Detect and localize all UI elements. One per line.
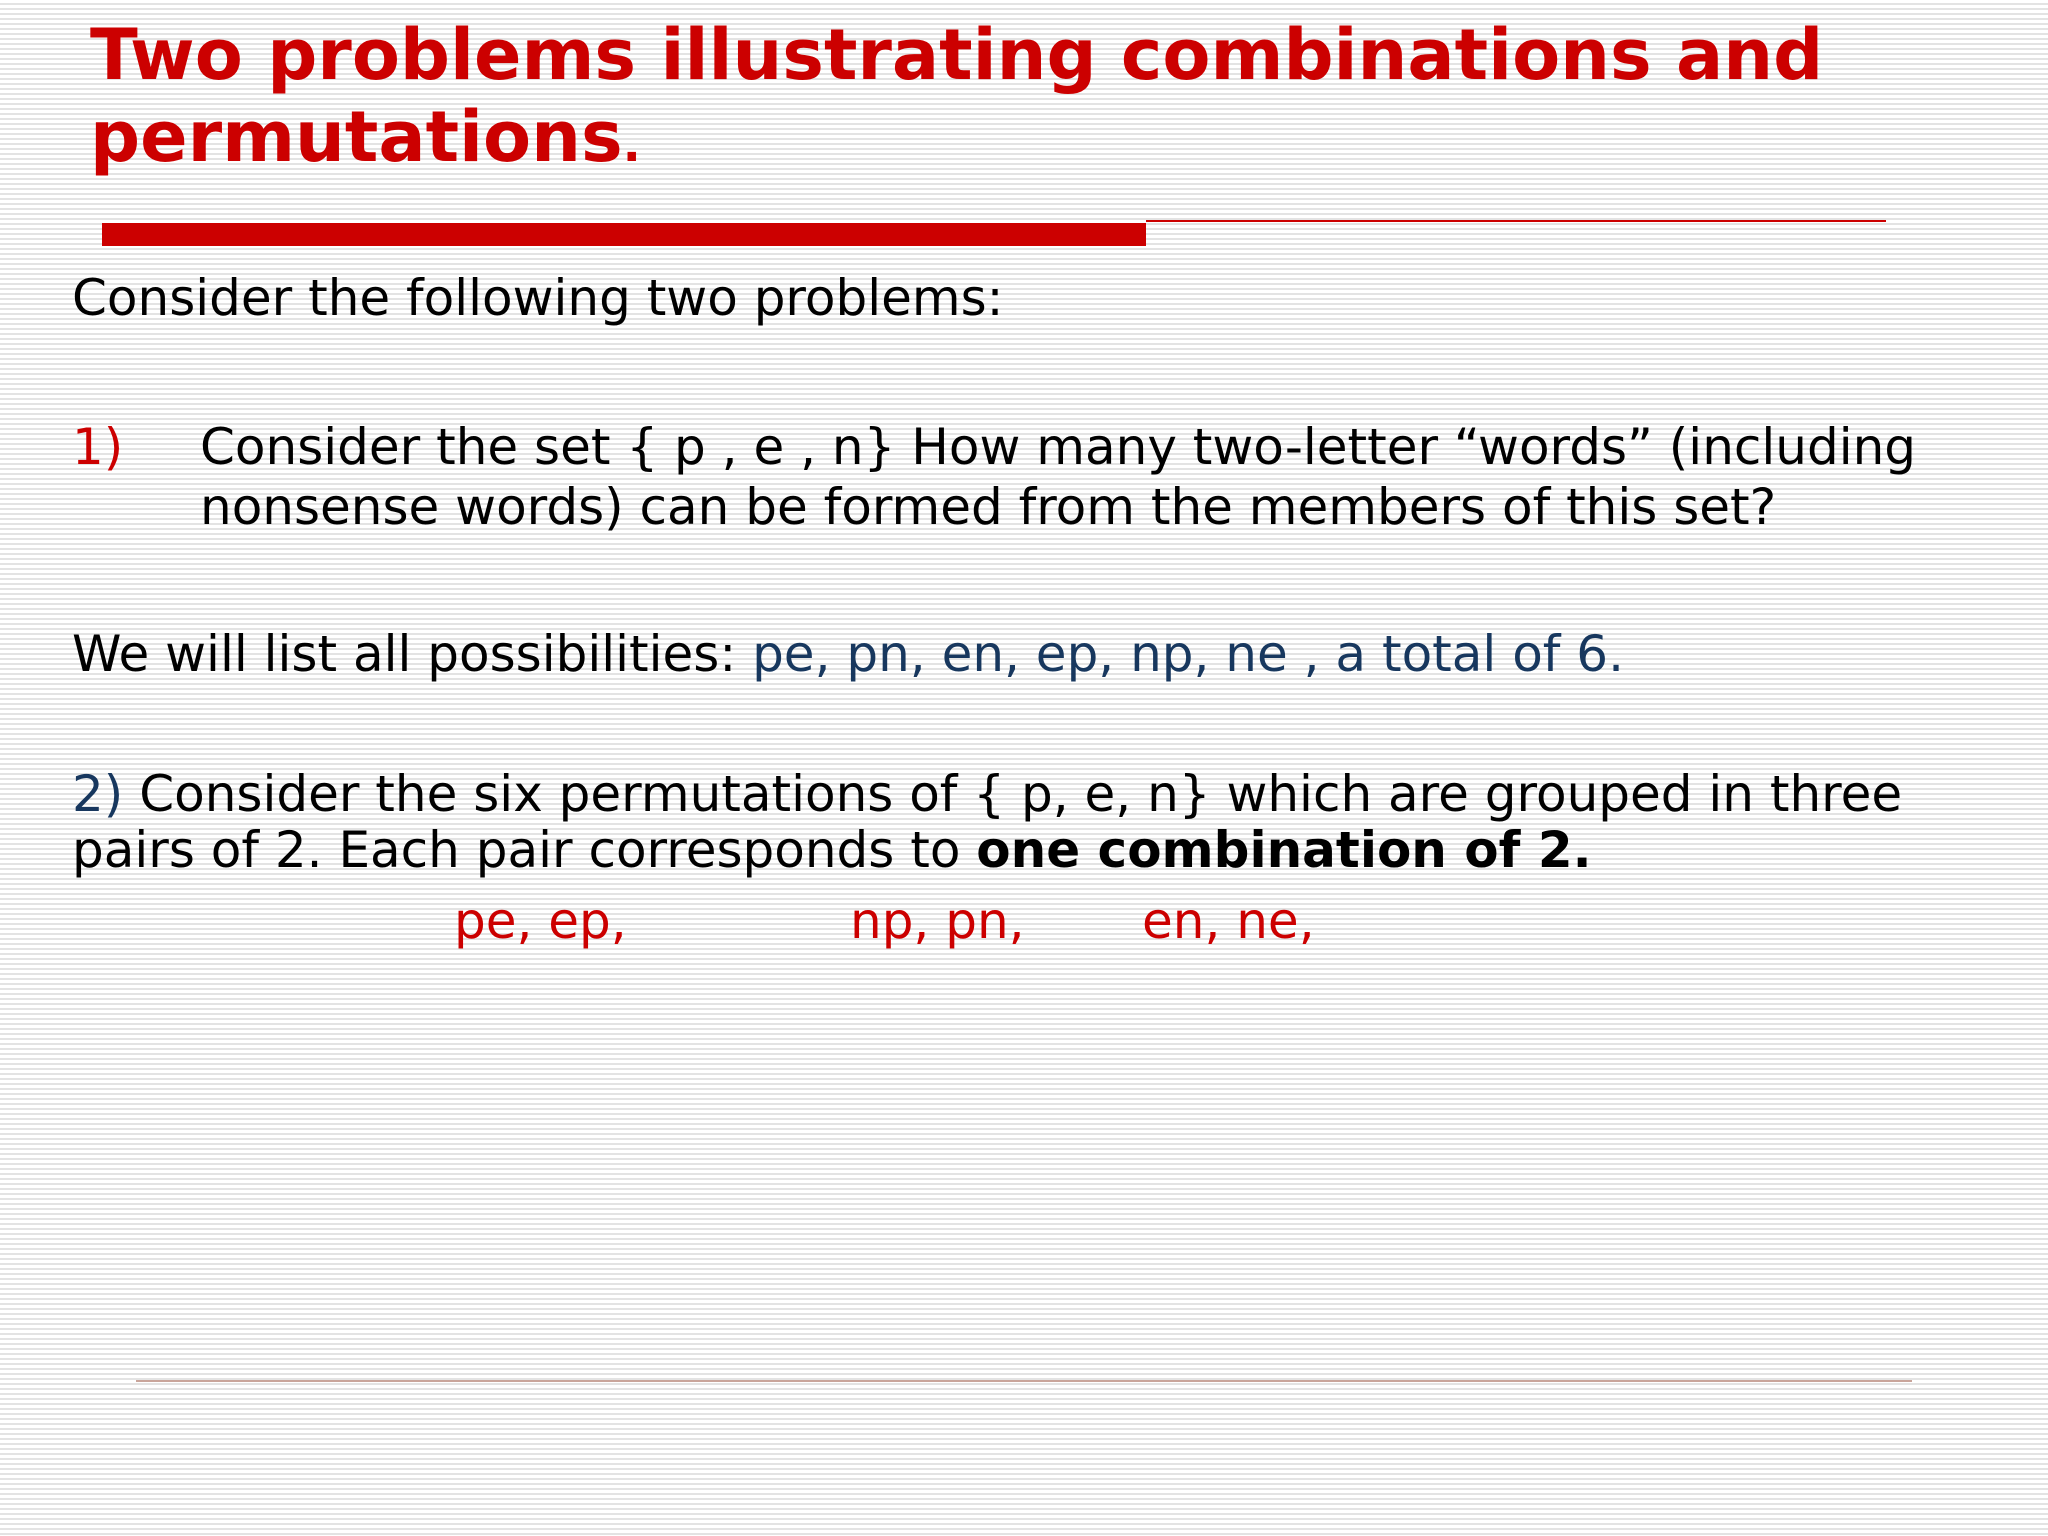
combination-pair-3: en, ne,: [1142, 892, 1315, 950]
problem-2-text: [72, 766, 1902, 878]
problem-2-emphasis: one combination of 2.: [976, 821, 1592, 879]
intro-text: Consider the following two problems:: [72, 269, 1004, 327]
problem-2-line-2-text: pairs of 2. Each pair corresponds to: [72, 821, 977, 879]
footer-divider: [136, 1380, 1912, 1382]
problem-2-line-2: [72, 822, 1902, 878]
problem-1-text: [200, 417, 1916, 537]
slide-title-period: .: [622, 117, 641, 173]
possibilities-line: [72, 624, 1624, 684]
problem-2-number: 2): [72, 765, 124, 823]
title-underline-thick: [102, 223, 1146, 246]
problem-1-line-2: nonsense words) can be formed from the members of this set?: [200, 478, 1777, 536]
problem-2-line-1-text: Consider the six permutations of { p, e, n} which are grouped in three: [123, 765, 1903, 823]
slide-title: [90, 14, 1990, 186]
possibilities-answer: pe, pn, en, ep, np, ne , a total of 6.: [752, 625, 1624, 683]
problem-1-number: 1): [72, 418, 124, 476]
combination-pair-1: pe, ep,: [454, 892, 627, 950]
problem-2-line-1: [72, 766, 1902, 822]
slide-title-text: Two problems illustrating combinations and permutations: [90, 14, 1824, 178]
possibilities-label: We will list all possibilities:: [72, 625, 753, 683]
combination-pair-2: np, pn,: [850, 892, 1025, 950]
title-underline-thin: [1146, 220, 1886, 222]
problem-1-line-1: Consider the set { p , e , n} How many two-letter “words” (including: [200, 418, 1917, 476]
